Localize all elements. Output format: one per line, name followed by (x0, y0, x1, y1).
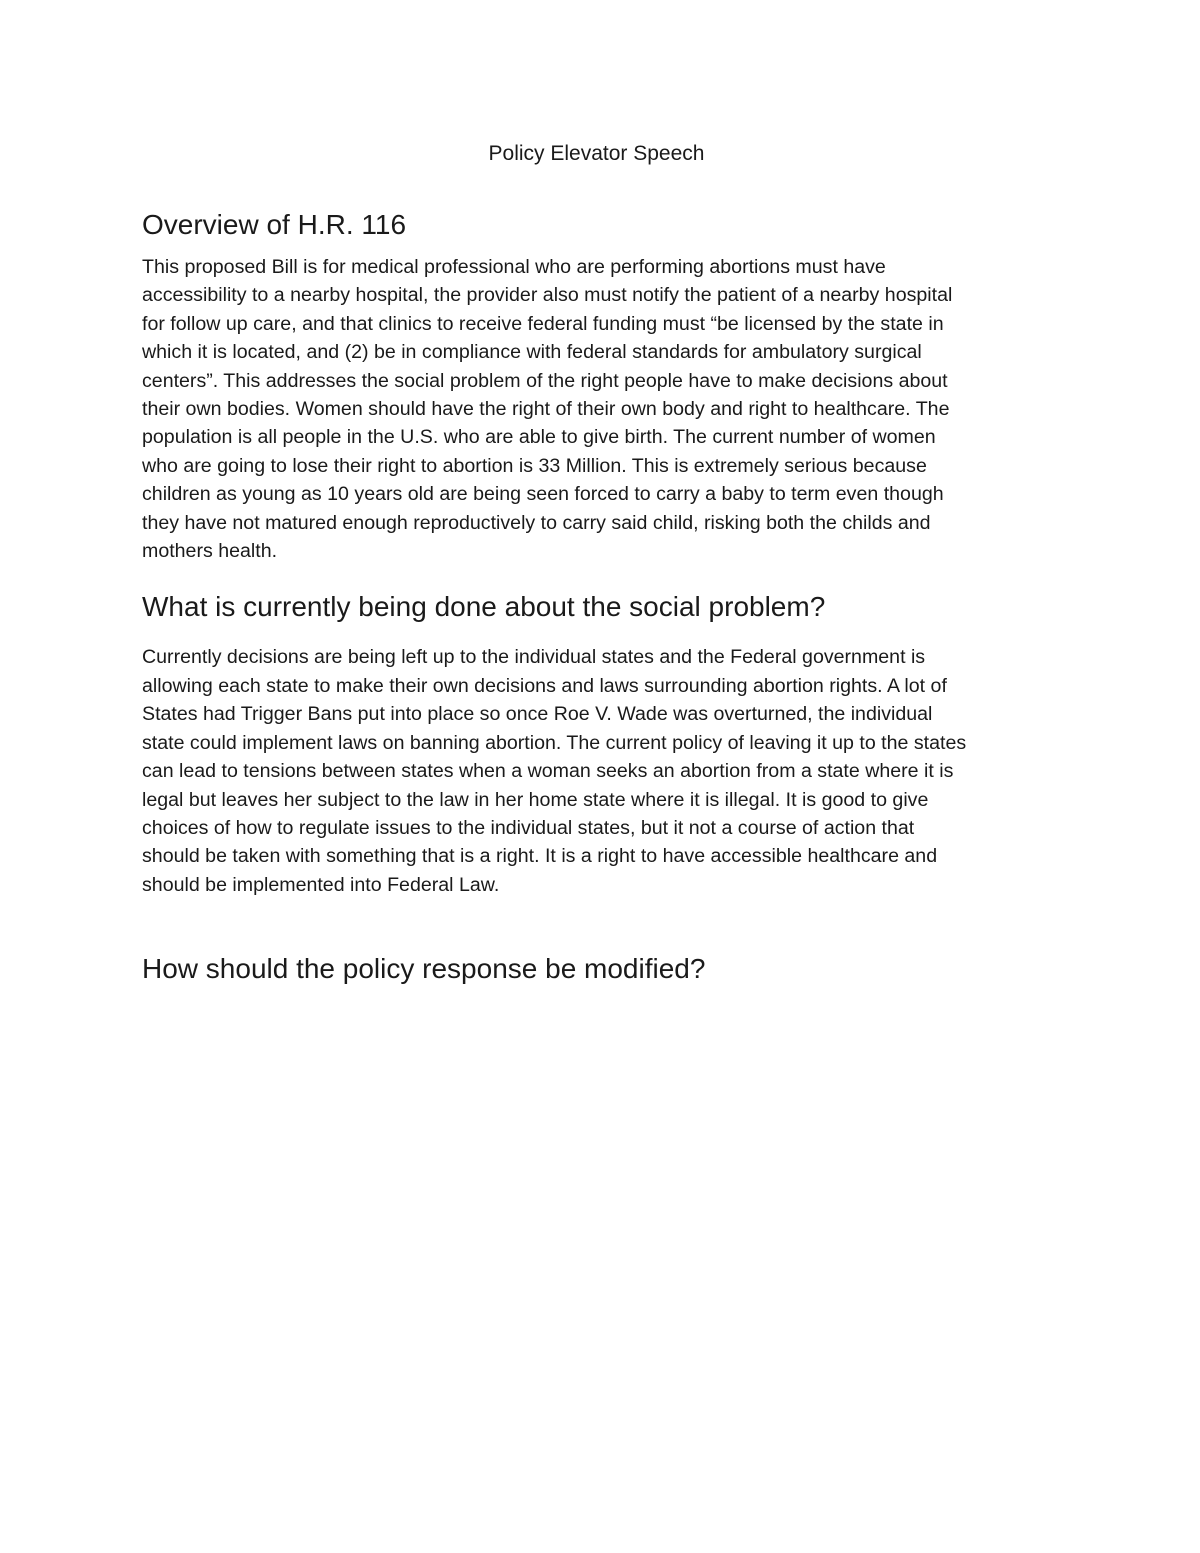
section-heading-policy-modification: How should the policy response be modified? (142, 953, 706, 985)
text-line: mothers health. (142, 540, 278, 563)
paragraph-current-response (142, 643, 1058, 899)
document-title: Policy Elevator Speech (488, 142, 705, 165)
text-line: legal but leaves her subject to the law in her home state where it is illegal. It is good to give (142, 788, 929, 811)
document-body (142, 207, 1058, 987)
text-line: Currently decisions are being left up to the individual states and the Federal government is (142, 646, 926, 669)
text-line: state could implement laws on banning abortion. The current policy of leaving it up to the states (142, 731, 967, 754)
text-line: States had Trigger Bans put into place so once Roe V. Wade was overturned, the individual (142, 703, 933, 726)
text-line: they have not matured enough reproductively to carry said child, risking both the childs and (142, 511, 931, 534)
section-heading-overview: Overview of H.R. 116 (142, 209, 407, 240)
text-line: allowing each state to make their own decisions and laws surrounding abortion rights. A lot of (142, 674, 947, 697)
text-line: accessibility to a nearby hospital, the provider also must notify the patient of a nearby hospital (142, 284, 953, 307)
text-line: children as young as 10 years old are being seen forced to carry a baby to term even though (142, 483, 944, 506)
text-line: their own bodies. Women should have the right of their own body and right to healthcare. The (142, 398, 950, 421)
text-line: centers”. This addresses the social problem of the right people have to make decisions about (142, 369, 948, 392)
section-heading-current-response: What is currently being done about the social problem? (142, 591, 826, 623)
text-line: which it is located, and (2) be in compliance with federal standards for ambulatory surgical (142, 341, 922, 364)
text-line: for follow up care, and that clinics to receive federal funding must “be licensed by the state in (142, 312, 944, 335)
text-line: This proposed Bill is for medical professional who are performing abortions must have (142, 256, 886, 278)
text-line: who are going to lose their right to abortion is 33 Million. This is extremely serious because (142, 454, 927, 477)
text-line: should be implemented into Federal Law. (142, 873, 500, 896)
text-line: should be taken with something that is a right. It is a right to have accessible healthcare and (142, 845, 938, 868)
text-line: population is all people in the U.S. who are able to give birth. The current number of women (142, 426, 936, 449)
text-line: can lead to tensions between states when a woman seeks an abortion from a state where it is (142, 760, 954, 783)
text-line: choices of how to regulate issues to the individual states, but it not a course of action that (142, 816, 915, 839)
paragraph-overview (142, 253, 1058, 565)
